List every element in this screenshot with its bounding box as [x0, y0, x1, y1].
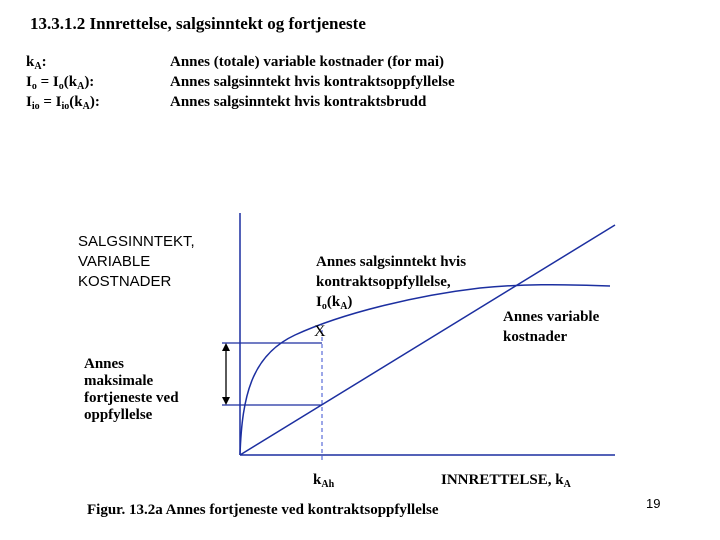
y-axis-label: SALGSINNTEKT, VARIABLE KOSTNADER: [78, 233, 195, 290]
profit-arrow-head-bottom: [222, 397, 230, 405]
page-number: 19: [646, 496, 661, 511]
def-symbol-Iio: $I_{io} = I_{io}(k_A)$:: [26, 94, 100, 112]
x-tick-kAh: $k_{Ah}$: [313, 472, 335, 490]
def-symbol-Io: $I_o = I_o(k_A)$:: [26, 74, 95, 92]
def-desc-Iio: Annes salgsinntekt hvis kontraktsbrudd: [170, 94, 427, 110]
def-symbol-kA: $k_A$:: [26, 54, 47, 72]
revenue-function: $I_o(k_A)$: [316, 294, 353, 312]
def-desc-Io: Annes salgsinntekt hvis kontraktsoppfyllelse: [170, 74, 455, 90]
def-desc-kA: Annes (totale) variable kostnader (for mai): [170, 54, 444, 70]
slide-title: 13.3.1.2 Innrettelse, salgsinntekt og fortjeneste: [30, 14, 366, 33]
x-axis-label: INNRETTELSE, $k_A$: [441, 472, 571, 490]
revenue-label: Annes salgsinntekt hvis kontraktsoppfyllelse, $I_o(k_A)$: [316, 254, 467, 312]
variable-cost-label: Annes variable kostnader: [503, 309, 600, 345]
max-profit-label: Annes maksimale fortjeneste ved oppfyllelse: [84, 356, 179, 423]
profit-arrow-head-top: [222, 343, 230, 351]
point-x-label: X: [314, 323, 326, 340]
figure-caption: Figur. 13.2a Annes fortjeneste ved kontraktsoppfyllelse: [87, 502, 439, 518]
